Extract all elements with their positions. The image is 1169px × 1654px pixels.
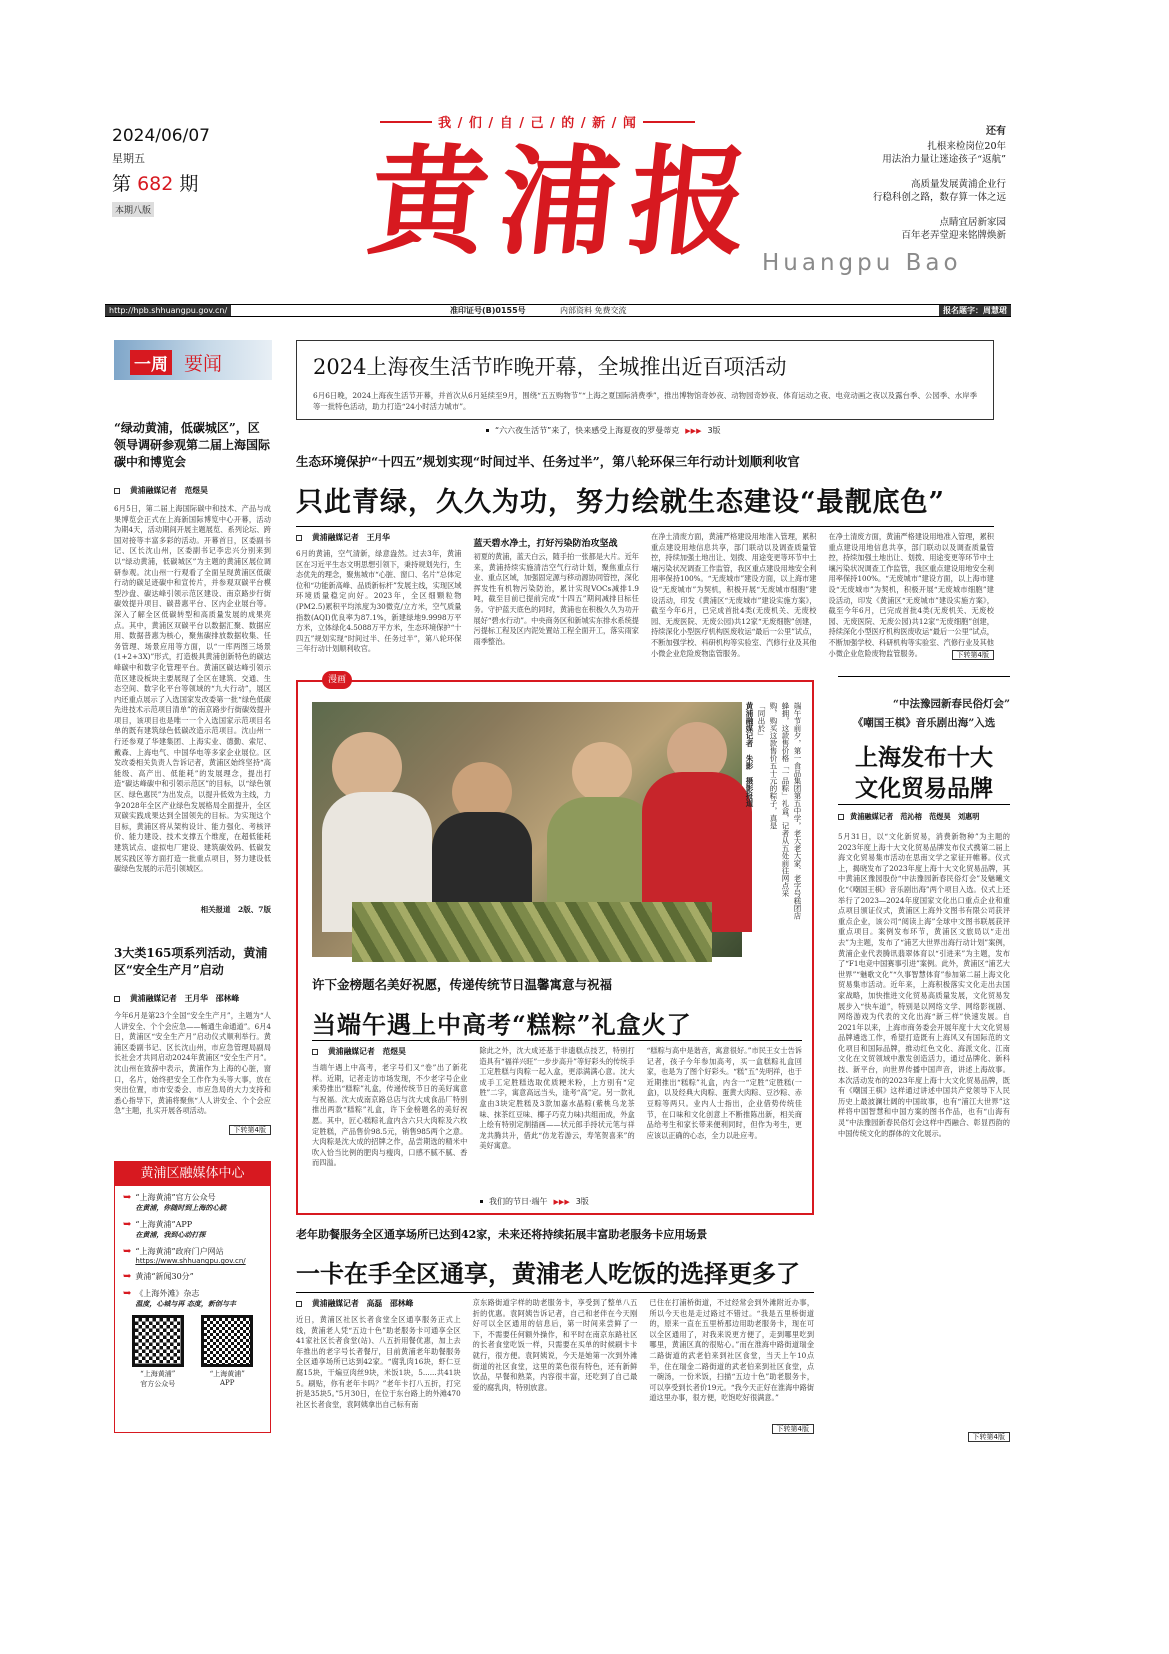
media-center-title: 黄浦区融媒体中心	[115, 1162, 270, 1186]
eco-title: 只此青绿，久久为功，努力绘就生态建设“最靓底色”	[296, 487, 946, 518]
eco-col2: 初夏的黄浦，蓝天白云，随手拍一张都是大片。近年来，黄浦持续实施清洁空气行动计划，聚焦重点行业、重点区域，加强固定源与移动源协同管控，深化挥发性有机物污染防治，累计实现VOCs减排1.9吨，截至目前已提前完成“十四五”期间减排目标任务。守护蓝天底色的同时，黄浦也在积极久久为功开展好“碧水行动”。中央商务区和新城实东排水系统提污提标工程及区内泥处置站工程全面开工，落实雨家雨季整治。	[473, 552, 639, 646]
weekly-story1-links[interactable]: 相关报道 2版、7版	[200, 905, 271, 914]
elder-col2: 京东路街道字样的助老服务卡，享受到了整单八五折的优惠。袁阿姨告诉记者，自己和老伴在今天刚好可以全区通用的信息后，第一时间来尝鲜了一下，不需要任何额外操作，和平时在南京东路社区的长者食堂吃饭一样，只需要在买单的时候刷卡卡就行，很方便。袁阿姨说，今天是她第一次到外滩街道的社区食堂，这里的菜色很有特色，还有新鲜饮品，早餐和熟菜，内容很丰富，还吃到了自己最爱的腐乳肉，特别放意。	[472, 1298, 638, 1392]
issue-pages: 本期八版	[112, 202, 154, 217]
elder-more[interactable]: 下转第4版	[772, 1424, 814, 1434]
zongzi-title: 当端午遇上中高考“糕粽”礼盒火了	[312, 1010, 692, 1039]
culture-byline: 黄浦融媒记者 范沁榕 范煜昊 刘惠明	[838, 812, 1010, 822]
zongzi-byline: 黄浦融媒记者 范煜昊	[312, 1046, 467, 1057]
elder-title: 一卡在手全区通享，黄浦老人吃饭的选择更多了	[296, 1259, 800, 1288]
zongzi-col2: 除此之外，沈大成还基于非遗糕点技艺，特别打造具有“福祥兴旺”一步步高升”等好彩头的传统手工定胜糕与肉粽一起入盒，更添满满心意。沈大成手工定胜糕选取优质粳米粉，上方别有“定胜”二字，寓意高远当头，逢考“高”定。另一款礼盒由3块定胜糕及3款加嘉水晶粽(紫桃乌龙茶味、抹茶红豆味、椰子巧克力味)共组而成，外盒上绘有特别定制插画——状元郎手持状元笔与祥龙共腾共升，借此“仿龙若游云，寿笔贺喜来”的美好寓意。	[479, 1046, 635, 1151]
media-item[interactable]: ➥ 黄浦“新闻30分”	[123, 1271, 194, 1282]
media-item[interactable]: ➥ “上海黄浦”官方公众号 在黄浦，你随时到上海的心跳	[123, 1192, 227, 1212]
culture-title: 上海发布十大文化贸易品牌	[855, 744, 993, 802]
info-bar	[105, 304, 1011, 317]
weekly-story1-title: “绿动黄浦，低碳城区”，区领导调研参观第二届上海国际碳中和博览会	[114, 421, 271, 469]
weekly-story1-body: 6月5日，第二届上海国际碳中和技术、产品与成果博览会正式在上海新国际博览中心开幕，活动为期4天，活动期间开展主题展览、系列论坛、跨国对接等丰富多彩的活动。开幕首日，区委副书记、区长沈山州，区委副书记李忠兴分别来到以“绿动黄浦，低碳城区”为主题的黄浦区展位调研参观。沈山州一行观看了全面呈现黄浦区低碳行动的碳足迹碳中和宣传片，并参观双碳平台模型沙盘、碳达峰引领示范区建设、南京路步行街碳效提升项目、碳普惠平台、区内企业展台等。深入了解全区低碳转型和高质量发展的成果亮点。其中，黄浦区双碳平台以数据汇聚、数据应用、数据普惠为核心，聚焦碳排放数据收集、任务管理、场景应用等方面，以“一库两图三场景(1+2+3X)”形式，打造极具黄浦创新特色的碳达峰碳中和数字化管理平台。黄浦区碳达峰引领示范区建设板块主要展现了全区在建筑、交通、生态空间、数字化平台等领域的“九大行动”，展区内还重点展示了入选国家发改委第一批“绿色低碳先进技术示范项目清单”的南京路步行街碳效提升项目，该项目也是唯一一个入选国家示范项目名单的既有建筑绿色低碳改造示范项目。沈山州一行还参观了华建集团、上海实业、德勤、索尼、戴森、上海电气、中国华电等多家企业展位。区发改委相关负责人告诉记者，黄浦区始终坚持“高能级、高产出、低能耗”的发展理念，提出打造“碳达峰碳中和引领示范区”的目标，以“绿色領区、绿色惠民”为出发点，以提升低效为主线，力争2028年全区产业绿色发展格局全面提升，全区双碳实践成果达到全国领先的目标。为实现这个目标，黄浦区将从架构设计、能力强化、考核评价、能力建设、技术支撑五个维度，在超低能耗建筑试点、虚拟电厂建设、建筑碳效码、低碳发展实践区等方面打造一批重点项目，努力建设低碳绿色发展的示范引领城区。	[114, 504, 271, 874]
media-item[interactable]: ➥ 《上海外滩》杂志 温度，心城与再 态度，新创与丰	[123, 1288, 236, 1308]
title-credit: 报名题字：周慧珺	[939, 305, 1011, 316]
also-label: 还有	[986, 126, 1006, 137]
zongzi-col3: “糕粽与高中是谐音，寓意很好。”市民王女士告诉记者，孩子今年参加高考，买一盒糕粽礼盒回家，也是为了图个好彩头。“糕”五”先明祥，也于近期推出“糕粽”礼盒，内含一“定胜”定胜糕(一盒)，以及经典大肉粽、蛋黄大肉粽、豆沙粽、赤豆粽等两只。业内人士指出，企业借势传统佳节，在口味和文化创意上不断推陈出新，相关商品给考生和家长带来便利同时，但作为考生，更应该以正确的心态，全力以赴应考。	[646, 1046, 802, 1140]
masthead-slogan: 我 / 们 / 自 / 己 / 的 / 新 / 闻	[380, 112, 695, 131]
site-url[interactable]: http://hpb.shhuangpu.gov.cn/	[105, 305, 231, 316]
masthead-logo: 黄浦报	[362, 132, 768, 271]
elder-col3: 已住在打浦桥街道，不过经常会到外滩附近办事，所以今天也是走过路过不错过。“我是五里桥街道的，原来一直在五里桥那边用助老服务卡，现在可以全区通用了，对我来说更方便了，走到哪里吃到哪里，黄浦区真的很贴心。”而在淮海中路街道瑞金二路街道的武老伯来到社区食堂，当天上午10点半，住在瑞金二路街道的武老伯来到社区食堂，点一碗汤，一份米饭，扫描“五边十色”助老服务卡，可以享受到长者价19元。“我今天正好在淮海中路街道这里办事，很方便，吃饱吃好很满意。”	[649, 1298, 815, 1403]
weekly-story2-body: 今年6月是第23个全国“安全生产月”，主题为“人人讲安全、个个会应急——畅通生命通道”。6月4日，黄浦区“安全生产月”启动仪式顺利举行。黄浦区委副书记、区长沈山州，市应急管理局副局长社会才共同启动2024年黄浦区“安全生产月”。沈山州在致辞中表示，黄浦作为上海的心脏，窗口，名片，始终把安全工作作为头等大事，放在突出位置，市市安委会、市应急局的大力支持和悉心指导下，黄浦将聚焦“人人讲安全、个个会应急”主题，扎实开展各项活动。	[114, 1011, 271, 1116]
arrow-icon: ➥	[123, 1192, 132, 1203]
lead-title: 2024上海夜生活节昨晚开幕，全城推出近百项活动	[313, 355, 787, 379]
weekly-story2-byline: 黄浦融媒记者 王月华 邵林峰	[114, 993, 271, 1004]
culture-more[interactable]: 下转第4版	[968, 1432, 1010, 1442]
eco-kicker: 生态环境保护“十四五”规划实现“时间过半、任务过半”，第八轮环保三年行动计划顺利收官	[296, 454, 800, 469]
lead-link[interactable]: “六六夜生活节”来了，快来感受上海夏夜的罗曼蒂克 ▶▶▶ 3版	[486, 425, 721, 436]
qr-code-wechat[interactable]	[132, 1315, 184, 1367]
arrow-icon: ➥	[123, 1271, 132, 1282]
eco-subhead: 蓝天碧水净土，打好污染防治攻坚战	[473, 539, 618, 549]
weekly-story2-title: 3大类165项系列活动，黄浦区“安全生产月”启动	[114, 946, 268, 977]
eco-col4: 在净土清废方面，黄浦严格建设用地准入管理，累积重点建设用地信息共享，部门联动以及调查质量管控，持续加强土地出让、划拨、用途变更等环节中土壤污染状况调查工作监管，我区重点建设用地安全利用率保持100%。“无废城市”建设方面，以上海市建设“无废城市”为契机，积极开展“无废城市细胞”建设活动，印发《黄浦区“无废城市”建设实施方案》，截至今年6月，已完成首批4类(无废机关、无废校园、无废医院、无废公园)共12家“无废细胞”创建，持续深化小型医疗机构医废收运“最后一公里”试点，不断加强学校、科研机构等实验室、汽修行业及其他小微企业危险废物监管服务。	[828, 532, 994, 658]
qr-code-app[interactable]	[201, 1315, 253, 1367]
media-center: 黄浦区融媒体中心 ➥ “上海黄浦”官方公众号 在黄浦，你随时到上海的心跳 ➥ “上海黄浦”APP 在黄浦，我到心动打探 ➥ “上海黄浦”政府门户网站 https://www.shhuangpu.gov.cn/ ➥ 黄浦“新闻30分” ➥ 《上海外滩》杂志 温度，心城与再 态度，新创与丰 “上海黄浦” 官方公众号 “上海黄浦” APP	[114, 1161, 271, 1433]
culture-kicker-1: “中法豫园新春民俗灯会”	[892, 698, 1010, 710]
weekly-news-badge: 一周 要闻	[114, 340, 272, 380]
arrow-icon: ➥	[123, 1288, 132, 1299]
elder-byline: 黄浦融媒记者 高磊 邵林峰	[296, 1298, 461, 1309]
circulation-note: 内部资料 免费交流	[560, 306, 627, 315]
teaser-1: 扎根来检岗位20年 用法治力量让迷途孩子“返航”	[882, 141, 1006, 165]
eco-col1: 6月的黄浦，空气清新，绿意盎然。过去3年，黄浦区在习近平生态文明思想引领下，秉持规划先行，生态优先的理念，聚焦城市“心脏、窗口、名片”总体定位和“功能新高峰、品质新标杆”发展主线，实现区域环境质量稳定向好。2023年，全区细颗粒物(PM2.5)累积平均浓度为30微克/立方米，空气质量指数(AQI)优良率为87.1%，新建绿地9.9998万平方米，立体绿化4.5088万平方米，生态环境保护“十四五”规划实现“时间过半、任务过半”，第八轮环保三年行动计划顺利收官。	[296, 549, 462, 654]
eco-col3: 在净土清废方面，黄浦严格建设用地准入管理，累积重点建设用地信息共享，部门联动以及调查质量管控，持续加强土地出让、划拨、用途变更等环节中土壤污染状况调查工作监管，我区重点建设用地安全利用率保持100%。“无废城市”建设方面，以上海市建设“无废城市”为契机，积极开展“无废城市细胞”建设活动，印发《黄浦区“无废城市”建设实施方案》，截至今年6月，已完成首批4类(无废机关、无废校园、无废医院、无废公园)共12家“无废细胞”创建，持续深化小型医疗机构医废收运“最后一公里”试点，不断加强学校、科研机构等实验室、汽修行业及其他小微企业危险废物监管服务。	[651, 532, 817, 658]
elder-col1: 近日，黄浦区社区长者食堂全区通享服务正式上线，黄浦老人凭“五边十色”助老服务卡可通享全区41家社区长者食堂(站)、八五折用餐优惠，加上去年推出的老字号长者餐厅，目前黄浦老年助餐服务全区通享场所已达到42家。“腐乳肉16块，虾仁豆腐15块，干煸豆肉丝9块，米饭1块，5......共41块5。刷贴，你有老年卡吗？”老年卡打八五折，打完折是35块5。”5月30日，在位于东台路上的外滩470社区长者食堂，袁阿姨拿出自己标有南	[296, 1315, 461, 1409]
issue-date: 2024/06/07	[112, 126, 210, 146]
media-item[interactable]: ➥ “上海黄浦”APP 在黄浦，我到心动打探	[123, 1219, 206, 1239]
teaser-3: 点睛宜居新家园 百年老弄堂迎来铭牌焕新	[901, 217, 1006, 241]
masthead-pinyin: Huangpu Bao	[762, 250, 962, 276]
culture-kicker-2: 《嘲国王棋》音乐剧出海”入选	[852, 717, 996, 729]
zongzi-link[interactable]: 我们的节日·端午 ▶▶▶ 3版	[480, 1196, 589, 1207]
zongzi-kicker: 许下金榜题名美好祝愿，传递传统节日温馨寓意与祝福	[312, 977, 613, 992]
arrow-icon: ➥	[123, 1219, 132, 1230]
photo-caption: 端午节前夕，第一食品集团第五中学，老大老大家、老字号糕团店 蜂拥，这款售价格「一品粽」礼盒，记者从五处前往网点采 购，购买这款售价五十元的粽子，真是 「同出於」 黄浦融媒记者 朱影 摄影报道	[745, 702, 802, 920]
lead-story-box	[296, 340, 994, 420]
weekly-story2-more[interactable]: 下转第4版	[229, 1125, 271, 1135]
eco-more[interactable]: 下转第4版	[952, 650, 994, 660]
culture-body: 5月31日，以“文化新贸易，消费新物种”为主题的2023年度上海十大文化贸易品牌发布仪式携第二届上海文化贸易集市活动在思南文学之家征开帷幕。仪式上，揭晓发布了2023年度上海十大文化贸易品牌，其中黄浦区豫园股份“中法豫园新春民俗灯会”及魅曦文化“《嘲国王棋》音乐剧出海”两个项目入选。仪式上还举行了2023—2024年度国家文化出口重点企业和重点项目颁证仪式，黄浦区上海外文图书有限公司获评重点企业，该公司“阅读上海”全球中文图书联展获评重点项目。案例发布环节，黄浦区文旅局以“走出去”为主题，发布了“浦艺大世界出海行动计划”案例，黄浦企业代表腾讯翡翠体育以“引进来”为主题，发布了“F1电竞中国赛事引进”案例。此外，黄浦区“浦艺大世界”“魅歌文化”“久事智慧体育”参加第二届上海文化贸易集市活动。近年来，上海积极落实文化走出去国家战略，加快推进文化贸易高质量发展，文化贸易发展步入“快车道”，特别是以网络文学、网络影视剧、网络游戏为代表的文化出海“新三样”快速发展。自2021年以来，上海市商务委会开展年度十大文化贸易品牌遴选工作，希望打造既有上海风又有国际范的文化项目和国际品牌，推动红色文化、海派文化、江南文化在文贸领域中激发创造活力，通过品牌化、新科技、新平台，向世界传播中国声音，讲述上海故事。本次活动发布的2023年度上海十大文化贸易品牌，既有《嘲国王棋》这样通过讲述中国共产党领导下人民历史上最波澜壮阔的中国故事，也有“浦江大世界”这样将中国智慧和中国方案的图书作品，也有“山海有灵”中法豫园新春民俗灯会这样中西融合、彰显西韵的中国传统文化的群体的文化展示。	[838, 832, 1010, 1138]
comic-badge: 漫画	[322, 671, 352, 689]
eco-byline: 黄浦融媒记者 王月华	[296, 532, 462, 543]
zongzi-photo	[312, 702, 742, 957]
zongzi-col1: 当端午遇上中高考，老字号们又“卷”出了新花样。近期，记者走访市场发现，不少老字号企业乘势推出“糕粽”礼盒，传递传统节日的美好寓意与祝福。沈大成南京路总店与沈大成食品厂特别推出两款“糕粽”礼盒，许下金榜题名的美好祝愿。其中，匠心糕粽礼盒内含六只大肉粽及六枚定胜糕，产品售价98.5元，销售985两个之意。大肉粽是沈大成的招牌之作，品尝期选的精米中吹入恰当比例的肥肉与瘦肉，口感不腻不腻、香而四溢。	[312, 1063, 468, 1168]
issue-weekday: 星期五	[112, 152, 145, 165]
lead-body: 6月6日晚，2024上海夜生活节开幕，并首次从6月延续至9月，围绕“五五购物节”“上海之夏国际消费季”，推出博物馆奇妙夜、动物园奇妙夜、体育运动之夜、电竞动画之夜以及露台季、公园季、水岸季等一批特色活动，助力打造“24小时活力城市”。	[313, 391, 977, 411]
weekly-story1-byline: 黄浦融媒记者 范煜昊	[114, 485, 271, 496]
arrow-icon: ➥	[123, 1246, 132, 1257]
permit-number: 准印证号(B)0155号	[450, 306, 526, 315]
issue-number: 第 682 期	[112, 173, 199, 195]
elder-kicker: 老年助餐服务全区通享场所已达到42家，未来还将持续拓展丰富助老服务卡应用场景	[296, 1228, 708, 1241]
media-item[interactable]: ➥ “上海黄浦”政府门户网站 https://www.shhuangpu.gov.cn/	[123, 1246, 246, 1265]
teaser-2: 高质量发展黄浦企业行 行稳科创之路，数存算一体之远	[872, 179, 1006, 203]
